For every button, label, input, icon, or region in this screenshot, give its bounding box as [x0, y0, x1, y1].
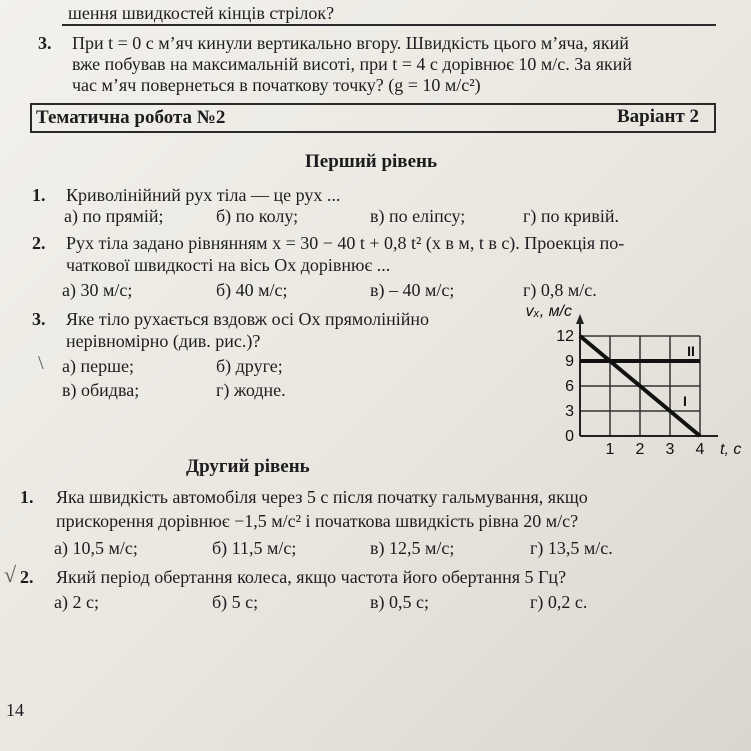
answer-option: б) друге; [216, 356, 283, 376]
question-number: 2. [32, 233, 46, 253]
y-tick-label: 12 [556, 328, 574, 345]
answer-option: г) жодне. [216, 380, 286, 400]
y-tick-label: 9 [565, 353, 574, 370]
question-number: 1. [20, 487, 34, 507]
pencil-mark: \ [38, 352, 44, 374]
question-number: 3. [38, 33, 52, 53]
answer-option: г) 0,2 с. [530, 592, 588, 612]
answer-option: а) 30 м/с; [62, 280, 133, 300]
answer-option: б) по колу; [216, 206, 299, 226]
variant-label: Варіант 2 [617, 106, 700, 127]
answer-option: а) по прямій; [64, 206, 164, 226]
y-axis-arrow [576, 314, 584, 324]
series-label-I: I [683, 393, 687, 409]
y-tick-label: 0 [565, 428, 574, 445]
section-heading: Другий рівень [186, 456, 310, 477]
question-line: час м’яч повернеться в початкову точку? (g = 10 м/с²) [72, 75, 481, 95]
answer-option: а) 10,5 м/с; [54, 538, 138, 558]
question-number: 2. [20, 567, 34, 587]
question-line: вже побував на максимальній висоті, при t = 4 с дорівнює 10 м/с. За який [72, 54, 632, 74]
question-line: прискорення дорівнює −1,5 м/с² і початкова швидкість рівна 20 м/с? [56, 511, 579, 531]
question-text: Криволінійний рух тіла — це рух ... [66, 185, 341, 205]
x-tick-label: 4 [695, 441, 705, 458]
answer-option: в) обидва; [62, 380, 140, 400]
prev-question-tail: шення швидкостей кінців стрілок? [68, 3, 335, 23]
answer-option: г) по кривій. [523, 206, 620, 226]
x-tick-label: 1 [605, 441, 615, 458]
answer-option: г) 13,5 м/с. [530, 538, 613, 558]
answer-option: а) перше; [62, 356, 134, 376]
x-tick-label: 2 [635, 441, 645, 458]
question-line: Яка швидкість автомобіля через 5 с після початку гальмування, якщо [56, 487, 588, 507]
answer-option: б) 40 м/с; [216, 280, 288, 300]
answer-option: б) 11,5 м/с; [212, 538, 297, 558]
question-line: При t = 0 с м’яч кинули вертикально вгору. Швидкість цього м’яча, який [72, 33, 629, 53]
y-tick-label: 3 [565, 403, 574, 420]
velocity-time-graph [520, 300, 742, 460]
answer-option: в) 12,5 м/с; [370, 538, 455, 558]
question-line: нерівномірно (див. рис.)? [66, 331, 261, 351]
divider [62, 24, 716, 26]
answer-option: в) по еліпсу; [370, 206, 466, 226]
question-number: 3. [32, 309, 46, 329]
page-number: 14 [6, 700, 24, 720]
y-axis-label: vₓ, м/с [525, 303, 572, 320]
question-number: 1. [32, 185, 46, 205]
answer-option: в) 0,5 с; [370, 592, 429, 612]
question-line: Рух тіла задано рівнянням x = 30 − 40 t + 0,8 t² (x в м, t в с). Проекція по- [66, 233, 625, 253]
answer-option: а) 2 с; [54, 592, 99, 612]
section-heading: Перший рівень [305, 151, 437, 172]
x-axis-label: t, с [720, 441, 742, 458]
answer-option: б) 5 с; [212, 592, 259, 612]
series-label-II: II [687, 343, 695, 359]
question-line: чаткової швидкості на вісь Ox дорівнює ... [66, 255, 391, 275]
answer-option: в) – 40 м/с; [370, 280, 455, 300]
y-tick-label: 6 [565, 378, 574, 395]
question-line: Яке тіло рухається вздовж осі Ox прямолінійно [66, 309, 429, 329]
answer-option: г) 0,8 м/с. [523, 280, 597, 300]
work-title: Тематична робота №2 [36, 107, 226, 128]
question-text: Який період обертання колеса, якщо частота його обертання 5 Гц? [56, 567, 567, 587]
x-tick-label: 3 [665, 441, 675, 458]
check-mark: √ [4, 562, 17, 587]
